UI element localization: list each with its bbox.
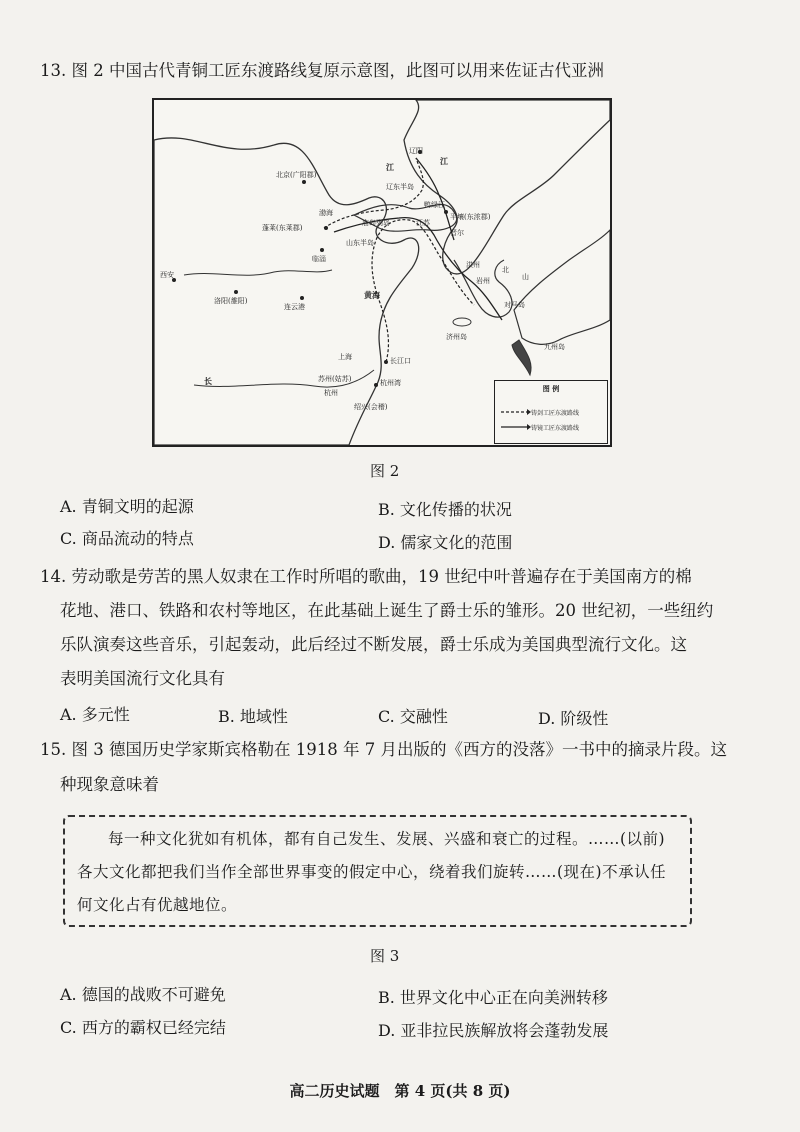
map-label-jiner: 晋尔: [450, 229, 464, 237]
map-label-shaoxing: 绍兴(会稽): [354, 403, 388, 411]
map-label-duimadao: 对马岛: [504, 301, 525, 309]
q14-option-a[interactable]: A. 多元性: [60, 705, 130, 724]
map-label-liaodong: 辽东半岛: [386, 183, 414, 191]
q14-stem-line-4: 表明美国流行文化具有: [60, 669, 225, 688]
map-label-penglai: 蓬莱(东莱郡): [262, 224, 303, 232]
q13-stem: 13. 图 2 中国古代青铜工匠东渡路线复原示意图，此图可以用来佐证古代亚洲: [40, 61, 604, 80]
q15-option-c[interactable]: C. 西方的霸权已经完结: [60, 1018, 226, 1037]
map-label-xian: 西安: [160, 271, 174, 279]
map-label-hangzhou: 杭州: [324, 389, 338, 397]
q14-stem-line-2: 花地、港口、铁路和农村等地区，在此基础上诞生了爵士乐的雏形。20 世纪初，一些纽约: [60, 601, 714, 620]
page-footer: 高二历史试题 第 4 页(共 8 页): [289, 1082, 511, 1100]
map-legend: [494, 380, 608, 444]
map-label-huanghai: 黄海: [364, 290, 380, 300]
q13-option-b[interactable]: B. 文化传播的状况: [378, 500, 512, 519]
map-label-jiuzhou2: 岩州: [476, 277, 490, 285]
map-label-jizhou: 济州岛: [446, 333, 467, 341]
map-label-suzhou: 苏州(姑苏): [318, 375, 352, 383]
q15-option-b[interactable]: B. 世界文化中心正在向美洲转移: [378, 988, 608, 1007]
map-label-jiang: 江: [386, 162, 394, 172]
map-label-hangzhouwan: 杭州湾: [380, 379, 401, 387]
q14-stem-line-1: 14. 劳动歌是劳苦的黑人奴隶在工作时所唱的歌曲，19 世纪中叶普遍存在于美国南方的棉: [40, 567, 692, 586]
q15-stem-line-2: 种现象意味着: [60, 775, 159, 794]
q14-option-c[interactable]: C. 交融性: [378, 707, 448, 726]
map-label-lianyungang: 连云港: [284, 303, 305, 311]
q14-stem-line-3: 乐队演奏这些音乐，引起轰动，此后经过不断发展，爵士乐成为美国典型流行文化。这: [60, 635, 687, 654]
map-label-liaoyang: 辽阳: [409, 147, 423, 155]
map-label-linzi: 临淄: [312, 255, 326, 263]
map-label-bohai: 渤海: [319, 209, 333, 217]
figure-3-quote-box: [63, 815, 692, 927]
q13-option-d[interactable]: D. 儒家文化的范围: [378, 533, 513, 552]
q15-option-d[interactable]: D. 亚非拉民族解放将会蓬勃发展: [378, 1021, 609, 1040]
figure-2-caption: 图 2: [370, 462, 400, 480]
map-label-jiao: 江: [440, 156, 448, 166]
map-label-jiangsu: 江苏: [416, 219, 430, 227]
map-label-changjiang: 长: [204, 376, 212, 386]
map-label-changjiangkou: 长江口: [390, 357, 411, 365]
legend-item-sword-route: 铸剑工匠东渡路线: [531, 410, 580, 417]
map-label-shandong: 山东半岛: [346, 239, 374, 247]
q13-option-a[interactable]: A. 青铜文明的起源: [60, 497, 194, 516]
ancient-route-map: [152, 98, 612, 447]
map-label-shan: 山: [522, 273, 529, 281]
map-label-yalu: 鸭绿江: [424, 201, 445, 209]
map-label-luoyang: 洛阳(雒阳): [214, 297, 248, 305]
map-label-pingrang: 平壤(东浓郡): [450, 213, 491, 221]
spengler-quote: 每一种文化犹如有机体，都有自己发生、发展、兴盛和衰亡的过程。……(以前)各大文化都把我们当作全部世界事变的假定中心，绕着我们旋转……(现在)不承认任何文化占有优越地位。: [77, 830, 667, 914]
legend-item-mirror-route: 铸镜工匠东渡路线: [531, 425, 580, 432]
figure-3-caption: 图 3: [370, 947, 400, 965]
q15-option-a[interactable]: A. 德国的战败不可避免: [60, 985, 226, 1004]
map-label-jiuzhou: 九州岛: [544, 343, 565, 351]
q15-stem-line-1: 15. 图 3 德国历史学家斯宾格勒在 1918 年 7 月出版的《西方的没落》一书中的摘录片段。这: [40, 740, 727, 759]
map-label-hongzhou: 洪州: [466, 261, 480, 269]
map-label-miaodao: 庙岛列岛: [362, 219, 390, 227]
map-label-shanghai: 上海: [338, 353, 352, 361]
q14-option-d[interactable]: D. 阶级性: [538, 709, 609, 728]
legend-title: 图 例: [542, 384, 560, 393]
q13-option-c[interactable]: C. 商品流动的特点: [60, 529, 194, 548]
map-label-beijing: 北京(广阳郡): [276, 171, 317, 179]
map-label-bei: 北: [502, 266, 509, 274]
q14-option-b[interactable]: B. 地域性: [218, 707, 288, 726]
